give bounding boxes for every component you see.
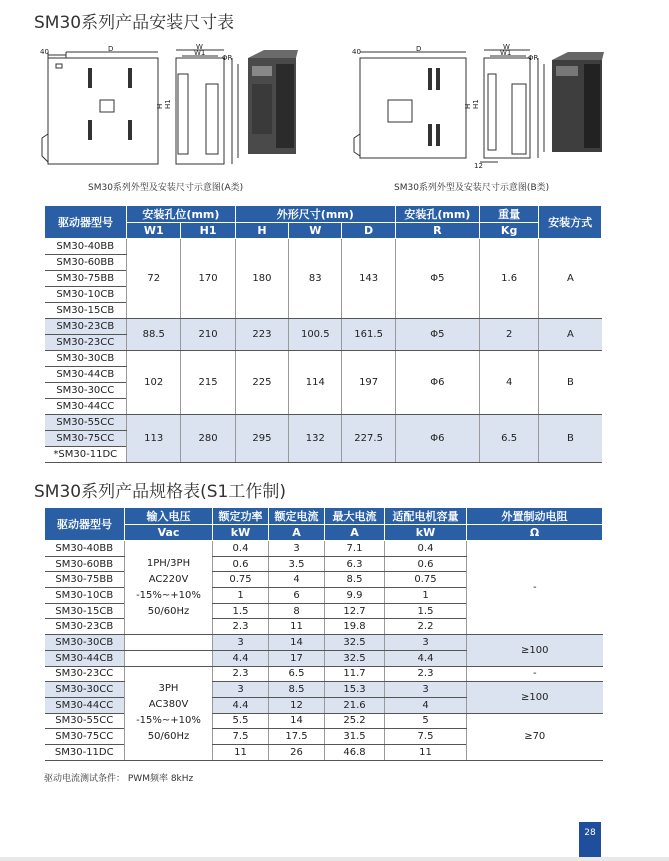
dim-h1-label: H1 bbox=[164, 99, 172, 109]
table-cell: 4.4 bbox=[385, 650, 467, 666]
table-cell-model: SM30-15CB bbox=[45, 303, 127, 319]
figure-a-caption: SM30系列外型及安装尺寸示意图(A类) bbox=[88, 183, 244, 193]
table-cell: 0.4 bbox=[213, 541, 269, 557]
table-cell: 100.5 bbox=[289, 319, 342, 351]
table-cell: 11 bbox=[213, 744, 269, 760]
header-motor: 适配电机容量 bbox=[385, 508, 467, 525]
table-cell: 3 bbox=[213, 635, 269, 651]
table-cell-empty bbox=[125, 650, 213, 666]
table-cell: 83 bbox=[289, 239, 342, 319]
header-w1: W1 bbox=[127, 223, 181, 239]
dim-r-label-b: ΦR bbox=[528, 54, 539, 62]
dim-r-label: ΦR bbox=[222, 54, 233, 62]
table-cell-model: SM30-60BB bbox=[45, 556, 125, 572]
table-cell-resistor: ≥100 bbox=[467, 682, 603, 713]
dim-40-label: 40 bbox=[40, 48, 49, 56]
input-line: AC380V bbox=[148, 699, 189, 711]
table-cell-model: SM30-44CC bbox=[45, 697, 125, 713]
table-cell: 3 bbox=[385, 635, 467, 651]
table-cell: 2.2 bbox=[385, 619, 467, 635]
table-cell-resistor: ≥70 bbox=[467, 713, 603, 760]
input-line: -15%~+10% bbox=[136, 589, 201, 601]
unit-maxcur: A bbox=[325, 525, 385, 541]
figure-b-diagram bbox=[348, 44, 610, 169]
table-cell-model: SM30-40BB bbox=[45, 541, 125, 557]
header-h: H bbox=[235, 223, 288, 239]
dim-h-label: H bbox=[156, 103, 164, 109]
table-cell: 215 bbox=[181, 351, 235, 415]
dim-40-label-b: 40 bbox=[352, 48, 361, 56]
unit-input: Vac bbox=[125, 525, 213, 541]
header-mount: 安装方式 bbox=[539, 206, 602, 239]
table-cell: 72 bbox=[127, 239, 181, 319]
table-cell: 0.4 bbox=[385, 541, 467, 557]
table-cell-resistor: - bbox=[467, 541, 603, 635]
table-cell: 11.7 bbox=[325, 666, 385, 682]
header-hole-r: 安装孔(mm) bbox=[395, 206, 479, 223]
table-cell-empty bbox=[125, 635, 213, 651]
dim-w1-label-b: W1 bbox=[500, 49, 512, 57]
table-cell-model: SM30-75CC bbox=[45, 729, 125, 745]
table-cell: A bbox=[539, 239, 602, 319]
table-cell: 161.5 bbox=[342, 319, 395, 351]
input-voltage-380 bbox=[125, 666, 213, 760]
table-cell: B bbox=[539, 351, 602, 415]
input-line: 50/60Hz bbox=[147, 731, 190, 743]
table-cell: 4.4 bbox=[213, 650, 269, 666]
table-cell: 223 bbox=[235, 319, 288, 351]
table-cell: 2.3 bbox=[213, 666, 269, 682]
table-cell: 7.1 bbox=[325, 541, 385, 557]
table-cell-model: SM30-23CC bbox=[45, 666, 125, 682]
figure-a-diagram bbox=[36, 44, 306, 169]
table-cell: 225 bbox=[235, 351, 288, 415]
table-cell-model: SM30-30CB bbox=[45, 635, 125, 651]
unit-motor: kW bbox=[385, 525, 467, 541]
table-cell: 0.75 bbox=[213, 572, 269, 588]
table-cell: 197 bbox=[342, 351, 395, 415]
table-cell: 21.6 bbox=[325, 697, 385, 713]
table-cell-model: SM30-30CC bbox=[45, 383, 127, 399]
header-r: R bbox=[395, 223, 479, 239]
header-kg: Kg bbox=[479, 223, 538, 239]
table-cell: 295 bbox=[235, 415, 288, 463]
table-cell: 6.3 bbox=[325, 556, 385, 572]
table-cell: 8 bbox=[269, 603, 325, 619]
table-cell: 2.3 bbox=[385, 666, 467, 682]
table-cell-model: SM30-30CC bbox=[45, 682, 125, 698]
header-current: 额定电流 bbox=[269, 508, 325, 525]
table-cell: 7.5 bbox=[385, 729, 467, 745]
header-h1: H1 bbox=[181, 223, 235, 239]
table-cell-model: *SM30-11DC bbox=[45, 447, 127, 463]
table-cell: 143 bbox=[342, 239, 395, 319]
dim-w1-label: W1 bbox=[194, 49, 206, 57]
table-cell: 17.5 bbox=[269, 729, 325, 745]
table-cell: 31.5 bbox=[325, 729, 385, 745]
table-cell: 11 bbox=[385, 744, 467, 760]
table-cell: 1 bbox=[213, 588, 269, 604]
header-model: 驱动器型号 bbox=[45, 206, 127, 239]
header-maxcur: 最大电流 bbox=[325, 508, 385, 525]
footnote: 驱动电流测试条件： PWM频率 8kHz bbox=[44, 774, 194, 784]
dimension-table bbox=[44, 205, 602, 463]
header-resistor: 外置制动电阻 bbox=[467, 508, 603, 525]
table-cell: 32.5 bbox=[325, 635, 385, 651]
table-cell: Φ5 bbox=[395, 319, 479, 351]
table-cell: 5 bbox=[385, 713, 467, 729]
header-power: 额定功率 bbox=[213, 508, 269, 525]
dim-d-label: D bbox=[108, 45, 114, 53]
table-cell-model: SM30-40BB bbox=[45, 239, 127, 255]
page-title: SM30系列产品安装尺寸表 bbox=[34, 13, 235, 33]
table-cell: 3.5 bbox=[269, 556, 325, 572]
dim-w-label: W bbox=[196, 44, 203, 51]
header-d: D bbox=[342, 223, 395, 239]
table-cell-model: SM30-75BB bbox=[45, 271, 127, 287]
table-cell-resistor: ≥100 bbox=[467, 635, 603, 666]
table-cell: 170 bbox=[181, 239, 235, 319]
table-cell: 15.3 bbox=[325, 682, 385, 698]
table-cell: 6 bbox=[269, 588, 325, 604]
header-model-2: 驱动器型号 bbox=[45, 508, 125, 541]
table-cell-model: SM30-15CB bbox=[45, 603, 125, 619]
dim-h1-label-b: H1 bbox=[472, 99, 480, 109]
table-cell: 5.5 bbox=[213, 713, 269, 729]
dim-h-label-b: H bbox=[464, 103, 472, 109]
table-cell: 25.2 bbox=[325, 713, 385, 729]
table-cell: 1.6 bbox=[479, 239, 538, 319]
table-cell: 1.5 bbox=[213, 603, 269, 619]
input-line: AC220V bbox=[148, 573, 189, 585]
table-cell: 180 bbox=[235, 239, 288, 319]
table-cell: 4 bbox=[269, 572, 325, 588]
figure-b-caption: SM30系列外型及安装尺寸示意图(B类) bbox=[394, 183, 550, 193]
input-line: 3PH bbox=[158, 683, 179, 695]
input-line: 1PH/3PH bbox=[146, 557, 191, 569]
table-cell-model: SM30-60BB bbox=[45, 255, 127, 271]
table-cell-model: SM30-11DC bbox=[45, 744, 125, 760]
table-cell: 7.5 bbox=[213, 729, 269, 745]
table-cell: 26 bbox=[269, 744, 325, 760]
table-cell: 280 bbox=[181, 415, 235, 463]
table-cell-model: SM30-44CB bbox=[45, 650, 125, 666]
table-cell-model: SM30-23CB bbox=[45, 619, 125, 635]
unit-power: kW bbox=[213, 525, 269, 541]
spec-table-title: SM30系列产品规格表(S1工作制) bbox=[34, 482, 286, 502]
table-cell: 19.8 bbox=[325, 619, 385, 635]
table-cell-model: SM30-10CB bbox=[45, 287, 127, 303]
table-cell: 46.8 bbox=[325, 744, 385, 760]
table-cell: 32.5 bbox=[325, 650, 385, 666]
table-cell: 4 bbox=[479, 351, 538, 415]
table-cell: 12 bbox=[269, 697, 325, 713]
table-cell-model: SM30-44CC bbox=[45, 399, 127, 415]
table-cell-model: SM30-75CC bbox=[45, 431, 127, 447]
table-cell: 8.5 bbox=[269, 682, 325, 698]
page-bottom-rule bbox=[0, 857, 669, 861]
header-w: W bbox=[289, 223, 342, 239]
table-cell-model: SM30-23CC bbox=[45, 335, 127, 351]
table-cell: 0.75 bbox=[385, 572, 467, 588]
table-cell: 3 bbox=[213, 682, 269, 698]
table-cell: 9.9 bbox=[325, 588, 385, 604]
table-cell: 4.4 bbox=[213, 697, 269, 713]
table-cell: 1 bbox=[385, 588, 467, 604]
header-weight: 重量 bbox=[479, 206, 538, 223]
table-cell: 102 bbox=[127, 351, 181, 415]
table-cell-model: SM30-10CB bbox=[45, 588, 125, 604]
table-cell: 11 bbox=[269, 619, 325, 635]
table-cell: 227.5 bbox=[342, 415, 395, 463]
table-cell: 1.5 bbox=[385, 603, 467, 619]
table-cell: 3 bbox=[385, 682, 467, 698]
table-cell: B bbox=[539, 415, 602, 463]
table-cell: 210 bbox=[181, 319, 235, 351]
table-cell: 14 bbox=[269, 713, 325, 729]
table-cell: 114 bbox=[289, 351, 342, 415]
page-number: 28 bbox=[579, 822, 601, 858]
table-cell: 17 bbox=[269, 650, 325, 666]
table-cell: Φ6 bbox=[395, 415, 479, 463]
table-cell: 132 bbox=[289, 415, 342, 463]
header-input: 输入电压 bbox=[125, 508, 213, 525]
table-cell: 12.7 bbox=[325, 603, 385, 619]
table-cell: 14 bbox=[269, 635, 325, 651]
table-cell-model: SM30-75BB bbox=[45, 572, 125, 588]
table-cell: 88.5 bbox=[127, 319, 181, 351]
input-voltage-220 bbox=[125, 541, 213, 635]
table-cell: 0.6 bbox=[213, 556, 269, 572]
input-line: 50/60Hz bbox=[147, 605, 190, 617]
table-cell: Φ5 bbox=[395, 239, 479, 319]
table-cell: 6.5 bbox=[479, 415, 538, 463]
unit-current: A bbox=[269, 525, 325, 541]
spec-table bbox=[44, 507, 603, 761]
dim-12-label-b: 12 bbox=[474, 162, 483, 169]
table-cell-model: SM30-23CB bbox=[45, 319, 127, 335]
header-outline: 外形尺寸(mm) bbox=[235, 206, 395, 223]
table-cell-model: SM30-44CB bbox=[45, 367, 127, 383]
table-cell: 6.5 bbox=[269, 666, 325, 682]
input-line: -15%~+10% bbox=[136, 715, 201, 727]
table-cell: 3 bbox=[269, 541, 325, 557]
unit-resistor: Ω bbox=[467, 525, 603, 541]
table-cell: 8.5 bbox=[325, 572, 385, 588]
table-cell-model: SM30-30CB bbox=[45, 351, 127, 367]
table-cell: 2.3 bbox=[213, 619, 269, 635]
table-cell: 113 bbox=[127, 415, 181, 463]
table-cell-model: SM30-55CC bbox=[45, 415, 127, 431]
table-cell: A bbox=[539, 319, 602, 351]
table-cell: Φ6 bbox=[395, 351, 479, 415]
dim-d-label-b: D bbox=[416, 45, 422, 53]
table-cell: 0.6 bbox=[385, 556, 467, 572]
table-cell-model: SM30-55CC bbox=[45, 713, 125, 729]
table-cell: 2 bbox=[479, 319, 538, 351]
table-cell: 4 bbox=[385, 697, 467, 713]
header-hole: 安装孔位(mm) bbox=[127, 206, 236, 223]
table-cell-resistor: - bbox=[467, 666, 603, 682]
dim-w-label-b: W bbox=[503, 44, 510, 51]
